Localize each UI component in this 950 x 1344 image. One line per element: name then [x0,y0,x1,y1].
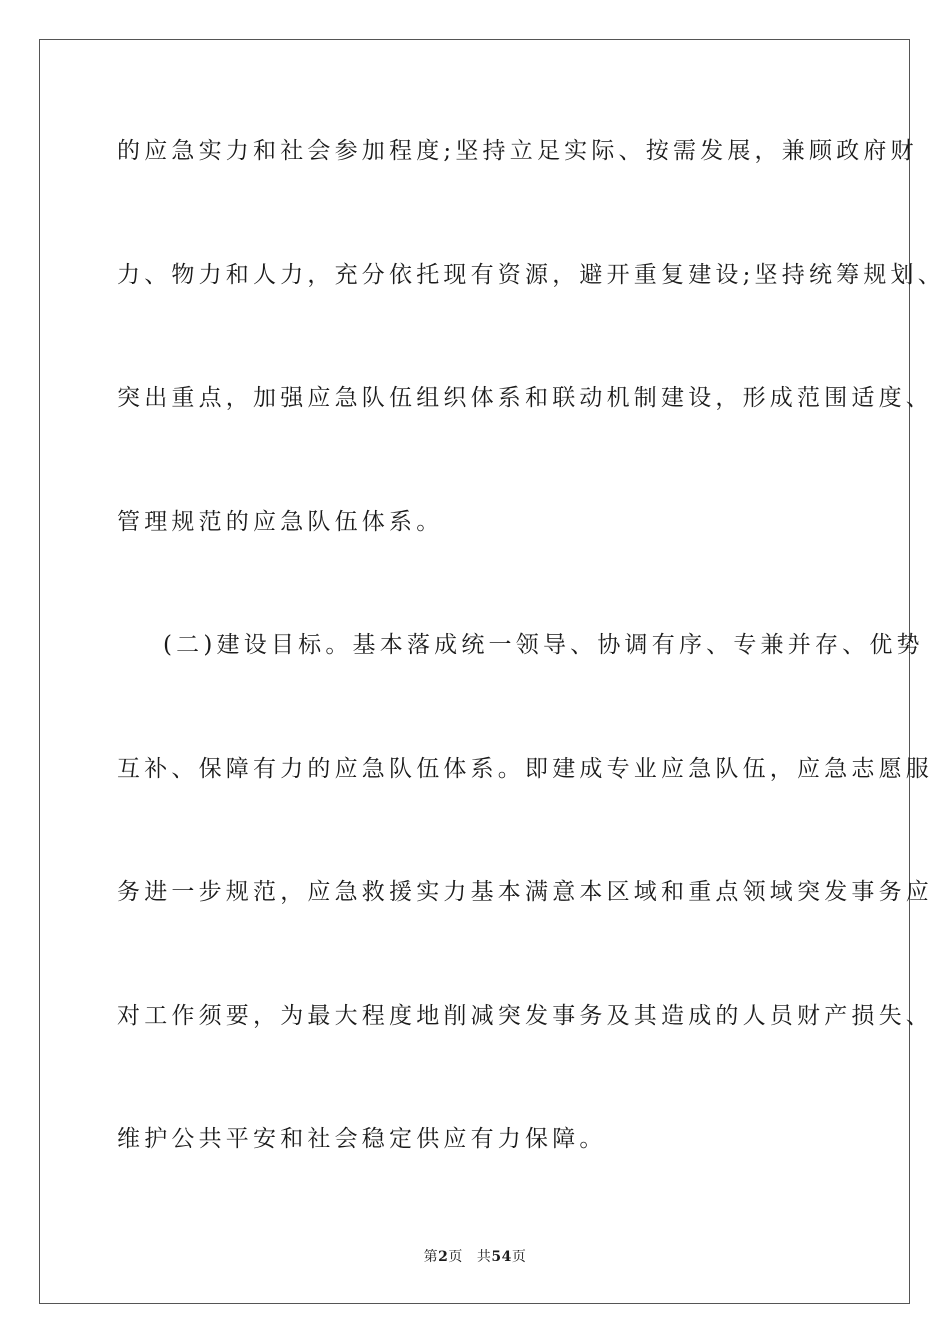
paragraph-line-4: 管理规范的应急队伍体系。 [117,509,444,535]
paragraph-line-7: 务进一步规范，应急救援实力基本满意本区域和重点领域突发事务应 [117,879,933,905]
paragraph-line-1: 的应急实力和社会参加程度;坚持立足实际、按需发展，兼顾政府财 [117,138,918,164]
paragraph-line-9: 维护公共平安和社会稳定供应有力保障。 [117,1126,607,1152]
footer-page-number: 2 [438,1249,449,1265]
page-footer [0,1246,950,1266]
footer-total-prefix: 共 [476,1249,492,1265]
footer-total-suffix: 页 [511,1249,527,1265]
footer-total-pages: 54 [491,1249,512,1265]
footer-page-prefix: 第 [423,1249,439,1265]
paragraph-line-6: 互补、保障有力的应急队伍体系。即建成专业应急队伍，应急志愿服 [117,756,933,782]
page-border [39,39,910,1304]
paragraph-line-8: 对工作须要，为最大程度地削减突发事务及其造成的人员财产损失、 [117,1003,933,1029]
paragraph-line-5: (二)建设目标。基本落成统一领导、协调有序、专兼并存、优势 [163,632,924,658]
footer-page-suffix: 页 [448,1249,463,1265]
paragraph-line-3: 突出重点，加强应急队伍组织体系和联动机制建设，形成范围适度、 [117,385,933,411]
paragraph-line-2: 力、物力和人力，充分依托现有资源，避开重复建设;坚持统筹规划、 [117,262,945,288]
